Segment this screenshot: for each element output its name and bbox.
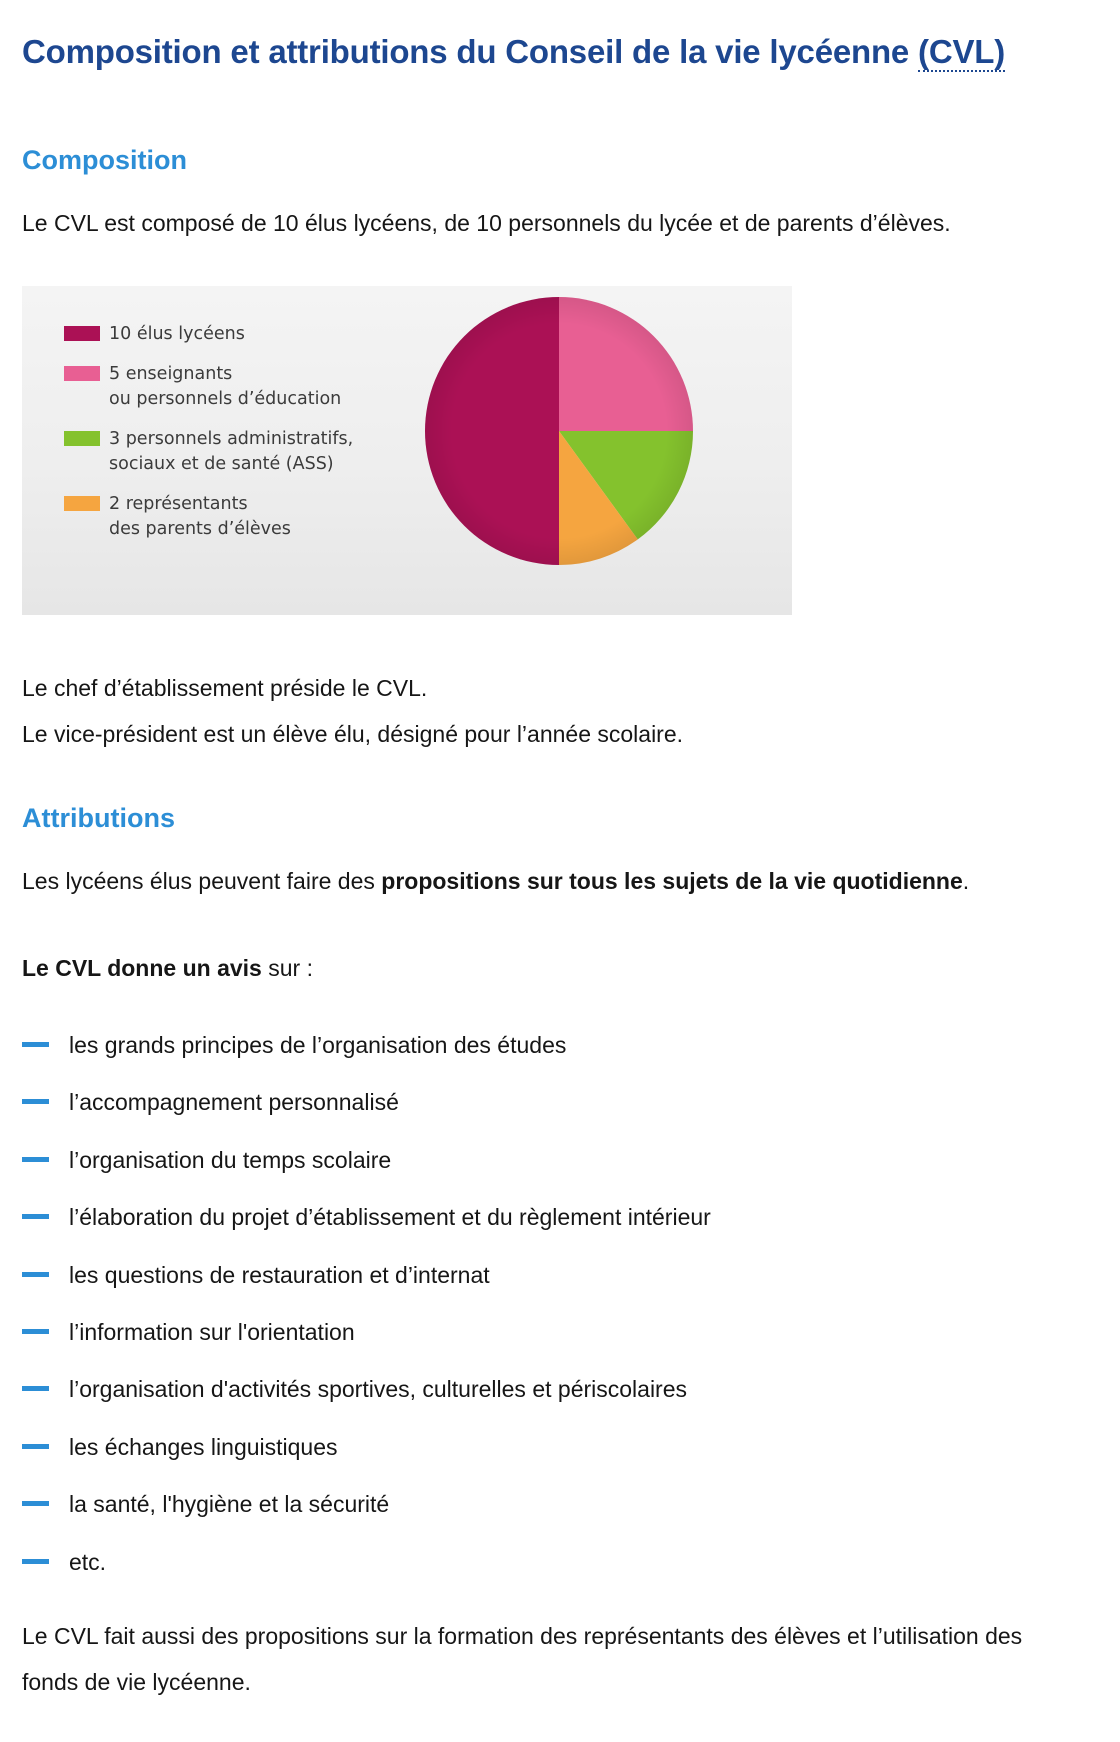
legend-item-parents — [64, 492, 353, 542]
dash-bullet-icon — [22, 1214, 49, 1219]
legend-swatch — [64, 496, 100, 511]
cvl-abbreviation[interactable]: (CVL) — [918, 33, 1006, 70]
dash-bullet-icon — [22, 1386, 49, 1391]
list-item — [22, 1419, 1102, 1476]
composition-intro: Le CVL est composé de 10 élus lycéens, de 10 personnels du lycée et de parents d’élèves. — [22, 210, 951, 236]
chart-legend — [64, 322, 353, 542]
page-title — [22, 0, 1102, 74]
avis-intro — [22, 945, 1102, 991]
list-item — [22, 1247, 1102, 1304]
list-item-text: etc. — [69, 1548, 107, 1575]
legend-label: 3 personnels administratifs, — [109, 429, 354, 449]
dash-bullet-icon — [22, 1272, 49, 1277]
legend-label-line2: ou personnels d’éducation — [109, 389, 342, 409]
avis-intro-bold: Le CVL donne un avis — [22, 955, 262, 981]
propositions-text — [22, 858, 1102, 904]
legend-label-line2: sociaux et de santé (ASS) — [109, 454, 334, 474]
legend-label: 2 représentants — [109, 494, 248, 514]
legend-label: 10 élus lycéens — [109, 324, 245, 344]
avis-list — [22, 1017, 1102, 1591]
avis-intro-post: sur : — [261, 955, 313, 981]
list-item-text: les échanges linguistiques — [69, 1433, 338, 1460]
dash-bullet-icon — [22, 1501, 49, 1506]
page-title-text: Composition et attributions du Conseil de la vie lycéenne — [22, 33, 919, 70]
list-item-text: l’organisation du temps scolaire — [69, 1146, 392, 1173]
pie-shading — [425, 297, 693, 565]
legend-label-line2: des parents d’élèves — [109, 519, 291, 539]
list-item — [22, 1189, 1102, 1246]
legend-swatch — [64, 366, 100, 381]
list-item — [22, 1476, 1102, 1533]
dash-bullet-icon — [22, 1559, 49, 1564]
vice-president-text: Le vice-président est un élève élu, désigné pour l’année scolaire. — [22, 721, 684, 747]
legend-item-enseignants — [64, 362, 353, 412]
list-item — [22, 1361, 1102, 1418]
dash-bullet-icon — [22, 1329, 49, 1334]
pie-chart — [424, 297, 734, 603]
list-item — [22, 1534, 1102, 1591]
list-item-text: les questions de restauration et d’internat — [69, 1261, 490, 1288]
list-item-text: l’information sur l'orientation — [69, 1318, 355, 1345]
list-item — [22, 1017, 1102, 1074]
composition-chart — [22, 286, 792, 615]
list-item-text: l’accompagnement personnalisé — [69, 1089, 399, 1116]
attributions-heading: Attributions — [22, 803, 175, 833]
propositions-text-pre: Les lycéens élus peuvent faire des — [22, 868, 382, 894]
legend-swatch — [64, 326, 100, 341]
propositions-text-post: . — [962, 868, 970, 894]
legend-item-eleves — [64, 322, 353, 347]
legend-item-ass — [64, 427, 353, 477]
legend-label: 5 enseignants — [109, 364, 233, 384]
list-item — [22, 1132, 1102, 1189]
list-item-text: l’élaboration du projet d’établissement et du règlement intérieur — [69, 1204, 711, 1231]
list-item-text: l’organisation d'activités sportives, culturelles et périscolaires — [69, 1376, 688, 1403]
list-item — [22, 1304, 1102, 1361]
dash-bullet-icon — [22, 1444, 49, 1449]
list-item-text: les grands principes de l’organisation des études — [69, 1032, 567, 1058]
composition-heading: Composition — [22, 145, 187, 175]
propositions-text-bold: propositions sur tous les sujets de la vie quotidienne — [381, 868, 963, 894]
closing-text: Le CVL fait aussi des propositions sur la formation des représentants des élèves et l’utilisation des fonds de vie lycéenne. — [22, 1622, 1023, 1695]
dash-bullet-icon — [22, 1099, 49, 1104]
dash-bullet-icon — [22, 1042, 49, 1047]
legend-swatch — [64, 431, 100, 446]
dash-bullet-icon — [22, 1157, 49, 1162]
list-item-text: la santé, l'hygiène et la sécurité — [69, 1491, 390, 1518]
list-item — [22, 1074, 1102, 1131]
president-text: Le chef d’établissement préside le CVL. — [22, 675, 428, 701]
